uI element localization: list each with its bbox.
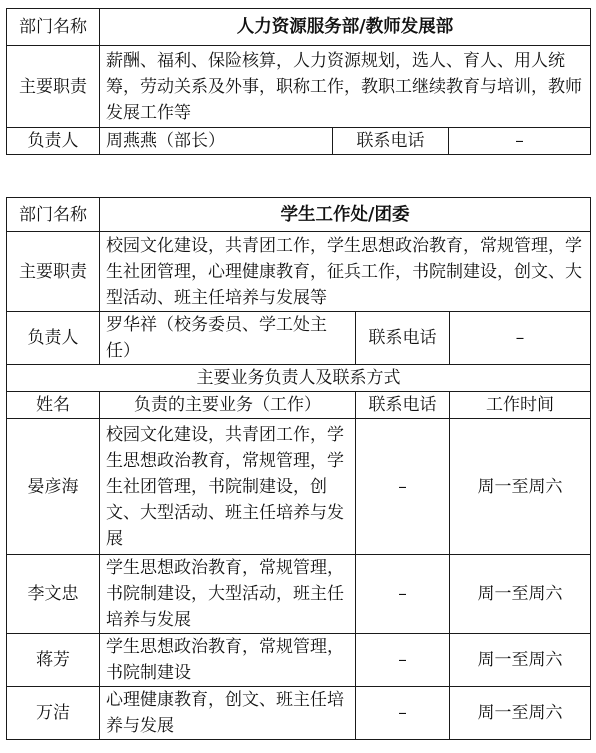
person-name: 晏彦海 (7, 419, 100, 555)
dept-name-value: 学生工作处/团委 (100, 198, 591, 232)
leader-label: 负责人 (7, 128, 100, 155)
duty-text: 薪酬、福利、保险核算，人力资源规划，选人、育人、用人统筹，劳动关系及外事，职称工作，教职工继续教育与培训，教师发展工作等 (100, 46, 591, 128)
person-name: 万洁 (7, 687, 100, 740)
table-row (7, 634, 591, 687)
student-affairs-table (6, 197, 591, 740)
person-time: 周一至周六 (450, 687, 591, 740)
person-phone: – (356, 634, 450, 687)
section-title: 主要业务负责人及联系方式 (7, 365, 591, 392)
phone-value: – (449, 128, 591, 155)
column-header-work: 负责的主要业务（工作） (100, 392, 356, 419)
person-time: 周一至周六 (450, 419, 591, 555)
person-work: 校园文化建设，共青团工作，学生思想政治教育，常规管理，学生社团管理，书院制建设，创文、大型活动、班主任培养与发展 (100, 419, 356, 555)
dept-name-label: 部门名称 (7, 9, 100, 46)
person-phone: – (356, 419, 450, 555)
duty-label: 主要职责 (7, 46, 100, 128)
table-row (7, 687, 591, 740)
hr-department-table (6, 8, 591, 155)
duty-label: 主要职责 (7, 232, 100, 312)
table-row (7, 555, 591, 634)
person-phone: – (356, 555, 450, 634)
column-header-time: 工作时间 (450, 392, 591, 419)
column-header-phone: 联系电话 (356, 392, 450, 419)
duty-text: 校园文化建设，共青团工作，学生思想政治教育，常规管理，学生社团管理，心理健康教育，征兵工作，书院制建设，创文、大型活动、班主任培养与发展等 (100, 232, 591, 312)
leader-label: 负责人 (7, 312, 100, 365)
person-name: 李文忠 (7, 555, 100, 634)
person-phone: – (356, 687, 450, 740)
phone-label: 联系电话 (333, 128, 449, 155)
dept-name-value: 人力资源服务部/教师发展部 (100, 9, 591, 46)
person-time: 周一至周六 (450, 555, 591, 634)
dept-name-label: 部门名称 (7, 198, 100, 232)
phone-label: 联系电话 (356, 312, 450, 365)
column-header-name: 姓名 (7, 392, 100, 419)
person-name: 蒋芳 (7, 634, 100, 687)
leader-value: 周燕燕（部长） (100, 128, 333, 155)
person-work: 学生思想政治教育，常规管理，书院制建设，大型活动，班主任培养与发展 (100, 555, 356, 634)
table-row (7, 419, 591, 555)
person-time: 周一至周六 (450, 634, 591, 687)
phone-value: – (450, 312, 591, 365)
person-work: 学生思想政治教育，常规管理，书院制建设 (100, 634, 356, 687)
leader-value: 罗华祥（校务委员、学工处主任） (100, 312, 356, 365)
person-work: 心理健康教育，创文、班主任培养与发展 (100, 687, 356, 740)
